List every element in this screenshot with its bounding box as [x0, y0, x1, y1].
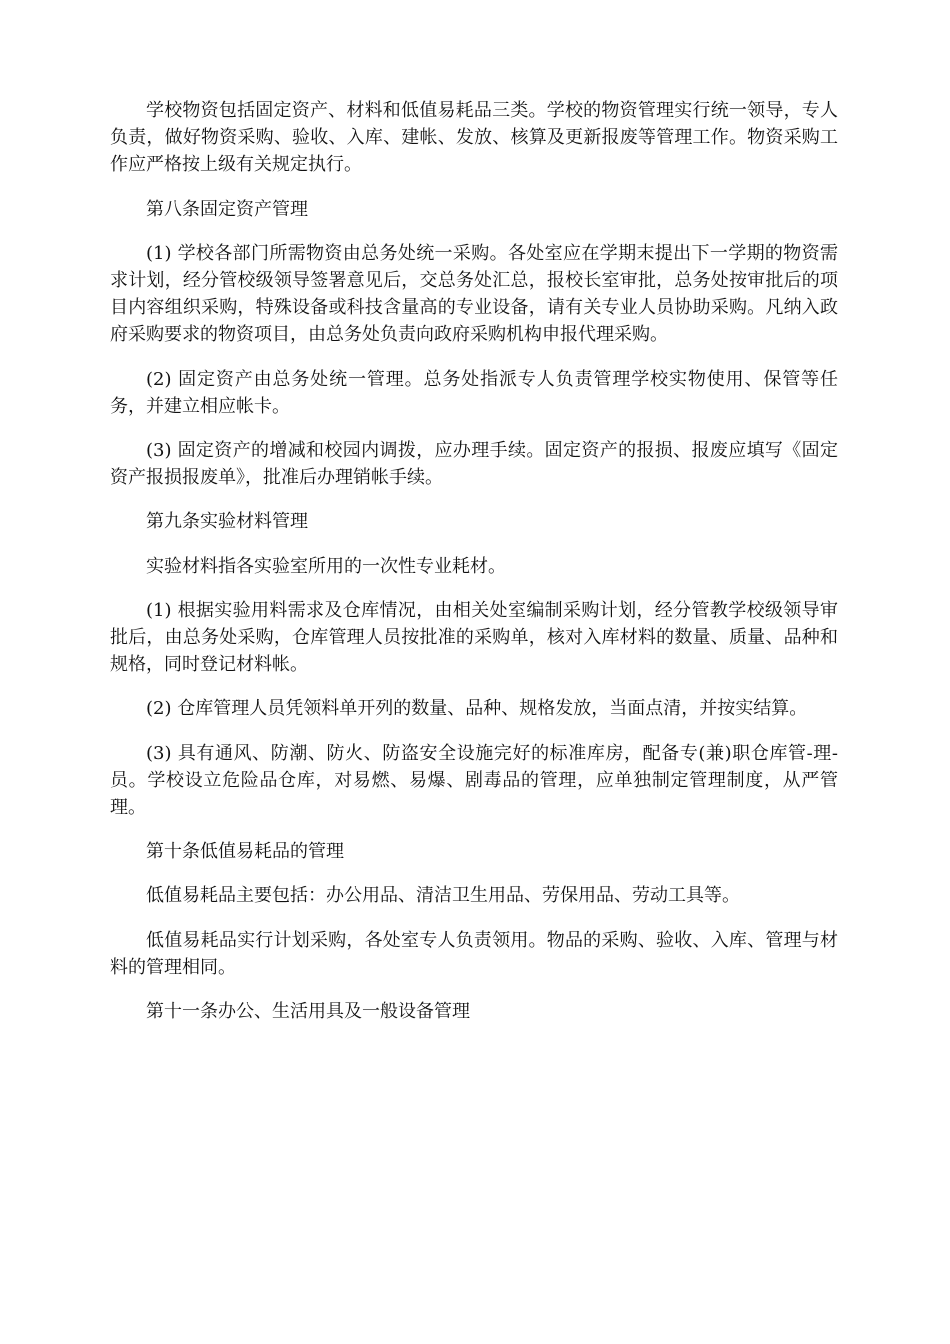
paragraph-article-10-procurement: 低值易耗品实行计划采购，各处室专人负责领用。物品的采购、验收、入库、管理与材料的管理相同。: [110, 929, 838, 978]
paragraph-article-8-item-1: (1) 学校各部门所需物资由总务处统一采购。各处室应在学期末提出下一学期的物资需求计划，经分管校级领导签署意见后，交总务处汇总，报校长室审批，总务处按审批后的项目内容组织采购，特殊设备或科技含量高的专业设备，请有关专业人员协助采购。凡纳入政府采购要求的物资项目，由总务处负责向政府采购机构申报代理采购。: [110, 242, 838, 346]
paragraph-article-9-item-2: (2) 仓库管理人员凭领料单开列的数量、品种、规格发放，当面点清，并按实结算。: [146, 698, 808, 720]
section-heading-article-11: 第十一条办公、生活用具及一般设备管理: [146, 1001, 470, 1023]
section-heading-article-8: 第八条固定资产管理: [146, 198, 308, 220]
document-body: [110, 97, 838, 1042]
paragraph-intro: 学校物资包括固定资产、材料和低值易耗品三类。学校的物资管理实行统一领导，专人负责，做好物资采购、验收、入库、建帐、发放、核算及更新报废等管理工作。物资采购工作应严格按上级有关规定执行。: [110, 100, 838, 176]
section-heading-article-10: 第十条低值易耗品的管理: [146, 841, 344, 863]
paragraph-article-9-item-1: (1) 根据实验用料需求及仓库情况，由相关处室编制采购计划，经分管教学校级领导审批后，由总务处采购，仓库管理人员按批准的采购单，核对入库材料的数量、质量、品种和规格，同时登记材料帐。: [110, 599, 838, 676]
paragraph-article-9-definition: 实验材料指各实验室所用的一次性专业耗材。: [146, 555, 506, 577]
paragraph-article-8-item-2: (2) 固定资产由总务处统一管理。总务处指派专人负责管理学校实物使用、保管等任务，并建立相应帐卡。: [110, 368, 838, 417]
paragraph-article-8-item-3: (3) 固定资产的增减和校园内调拨，应办理手续。固定资产的报损、报废应填写《固定资产报损报废单》，批准后办理销帐手续。: [110, 440, 838, 489]
section-heading-article-9: 第九条实验材料管理: [146, 511, 308, 533]
paragraph-article-10-scope: 低值易耗品主要包括：办公用品、清洁卫生用品、劳保用品、劳动工具等。: [146, 885, 740, 907]
paragraph-article-9-item-3: (3) 具有通风、防潮、防火、防盗安全设施完好的标准库房，配备专(兼)职仓库管-理-员。学校设立危险品仓库，对易燃、易爆、剧毒品的管理，应单独制定管理制度，从严管理。: [110, 742, 838, 819]
